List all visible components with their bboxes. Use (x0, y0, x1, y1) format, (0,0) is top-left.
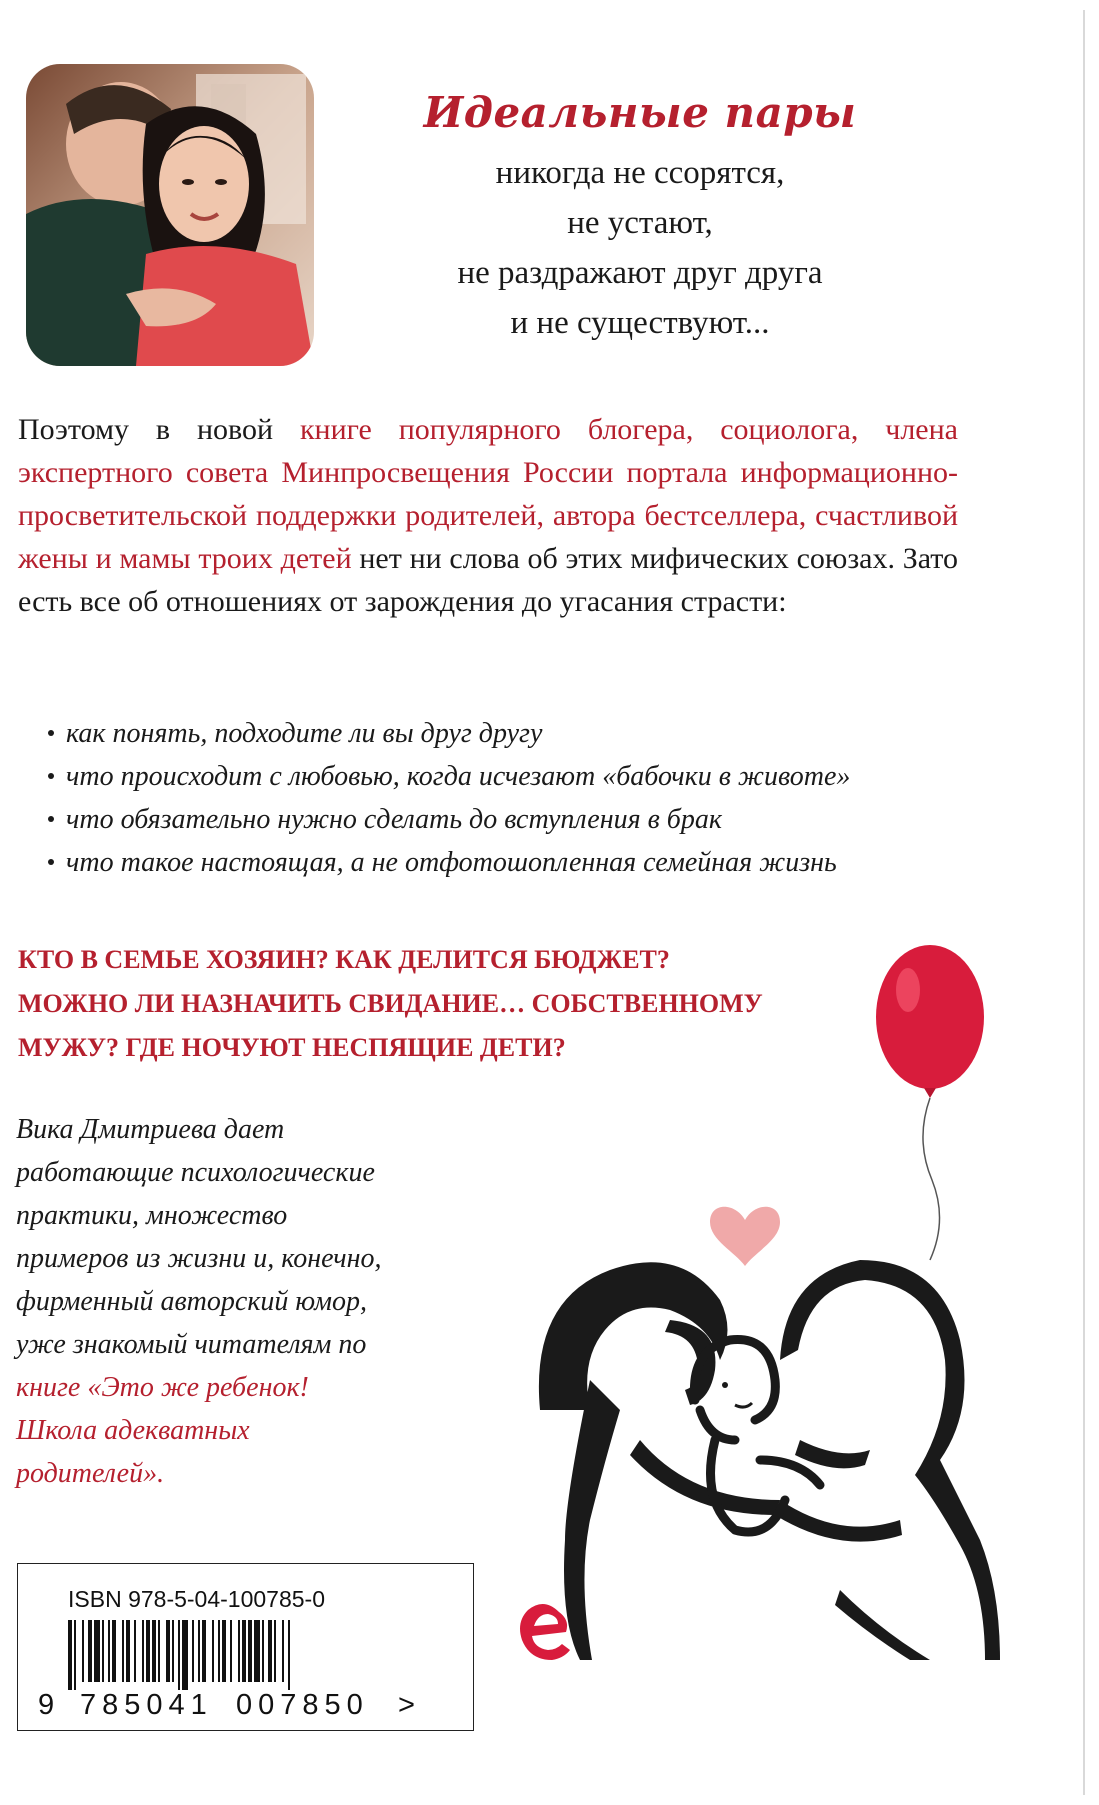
author-note-line: практики, множество (16, 1200, 288, 1231)
barcode-bar (262, 1620, 264, 1682)
book-title-line: Школа адекватных (16, 1415, 250, 1446)
barcode-bar (122, 1620, 124, 1682)
intro-line: никогда не ссорятся, (495, 155, 785, 191)
isbn-barcode-box (17, 1563, 474, 1731)
author-note-line: Вика Дмитриева дает (16, 1114, 285, 1145)
book-title-line: родителей». (16, 1458, 165, 1489)
barcode-bar (82, 1620, 84, 1682)
bullet-dot-icon (48, 730, 54, 736)
barcode-bar (74, 1620, 76, 1690)
list-item: что происходит с любовью, когда исчезают «бабочки в животе» (48, 755, 998, 798)
balloon-icon (876, 945, 984, 1260)
question-line: КТО В СЕМЬЕ ХОЗЯИН? КАК ДЕЛИТСЯ БЮДЖЕТ? (18, 945, 670, 974)
isbn-arrow: > (398, 1689, 421, 1721)
barcode-bar (254, 1620, 260, 1682)
barcode-bar (134, 1620, 136, 1682)
barcode-bar (88, 1620, 92, 1682)
description-highlight: книге популярного блогера, социолога, члена экспертного совета Минпросвещения России портала информационно-просветительской поддержки родителей, автора бестселлера, счастливой жены и мамы троих детей (18, 413, 958, 575)
barcode-bar (126, 1620, 130, 1682)
barcode-bar (152, 1620, 156, 1682)
intro-line: не раздражают друг друга (457, 255, 823, 291)
barcode-bar (112, 1620, 116, 1682)
isbn-digit-group: 785041 (80, 1689, 213, 1721)
intro-line: не устают, (567, 205, 713, 241)
question-line: МУЖУ? ГДЕ НОЧУЮТ НЕСПЯЩИЕ ДЕТИ? (18, 1033, 566, 1062)
book-title-line: книге «Это же ребенок! (16, 1372, 309, 1403)
barcode-bar (146, 1620, 150, 1682)
isbn-digit-group: 007850 (236, 1689, 369, 1721)
barcode-bar (230, 1620, 232, 1682)
barcode-bar (68, 1620, 72, 1690)
description-lead: Поэтому в новой (18, 413, 300, 446)
barcode-bar (268, 1620, 272, 1682)
barcode-bar (172, 1620, 174, 1682)
barcode-bar (242, 1620, 246, 1682)
author-note-line: работающие психологические (16, 1157, 375, 1188)
barcode-bar (94, 1620, 100, 1682)
author-note-line: примеров из жизни и, конечно, (16, 1243, 382, 1274)
headline-title: Идеальные пары (423, 88, 857, 137)
barcode-bar (274, 1620, 276, 1682)
author-note-line: фирменный авторский юмор, (16, 1286, 367, 1317)
bullet-dot-icon (48, 816, 54, 822)
list-item: что такое настоящая, а не отфотошопленная семейная жизнь (48, 841, 998, 884)
barcode-bar (218, 1620, 220, 1682)
isbn-digit-first: 9 (38, 1689, 61, 1721)
publisher-logo (514, 1592, 574, 1677)
barcode-bar (282, 1620, 284, 1682)
list-item: как понять, подходите ли вы друг другу (48, 712, 998, 755)
family-illustration (520, 940, 1020, 1665)
barcode-bar (202, 1620, 206, 1682)
heart-icon (710, 1207, 780, 1266)
page-edge-line (1083, 10, 1085, 1795)
question-line: МОЖНО ЛИ НАЗНАЧИТЬ СВИДАНИЕ… СОБСТВЕННОМУ (18, 989, 763, 1018)
barcode-bar (212, 1620, 214, 1682)
barcode-bar (182, 1620, 188, 1690)
list-item: что обязательно нужно сделать до вступления в брак (48, 798, 998, 841)
bullet-dot-icon (48, 859, 54, 865)
barcode-bar (288, 1620, 290, 1690)
isbn-label: ISBN 978-5-04-100785-0 (68, 1586, 325, 1612)
barcode-bar (192, 1620, 194, 1682)
headline-intro (400, 148, 880, 348)
barcode-bar (222, 1620, 226, 1682)
intro-line: и не существуют... (510, 305, 770, 341)
bullet-list (48, 712, 998, 884)
barcode-bar (108, 1620, 110, 1682)
barcode-bar (238, 1620, 240, 1682)
barcode-bar (198, 1620, 200, 1682)
barcode-bar (158, 1620, 160, 1682)
barcode-bar (248, 1620, 252, 1682)
bullet-dot-icon (48, 773, 54, 779)
barcode-bar (166, 1620, 170, 1682)
barcode-bar (102, 1620, 104, 1682)
author-note-line: уже знакомый читателям по (16, 1329, 367, 1360)
description-tail: нет ни слова об этих мифических союзах. Зато есть все об отношениях от зарождения до угасания страсти: (18, 542, 958, 618)
author-couple-photo (26, 64, 314, 366)
description-paragraph (18, 408, 958, 623)
author-note (16, 1108, 436, 1495)
barcode-bar (178, 1620, 180, 1690)
barcode-icon (68, 1620, 388, 1690)
barcode-bar (142, 1620, 144, 1682)
